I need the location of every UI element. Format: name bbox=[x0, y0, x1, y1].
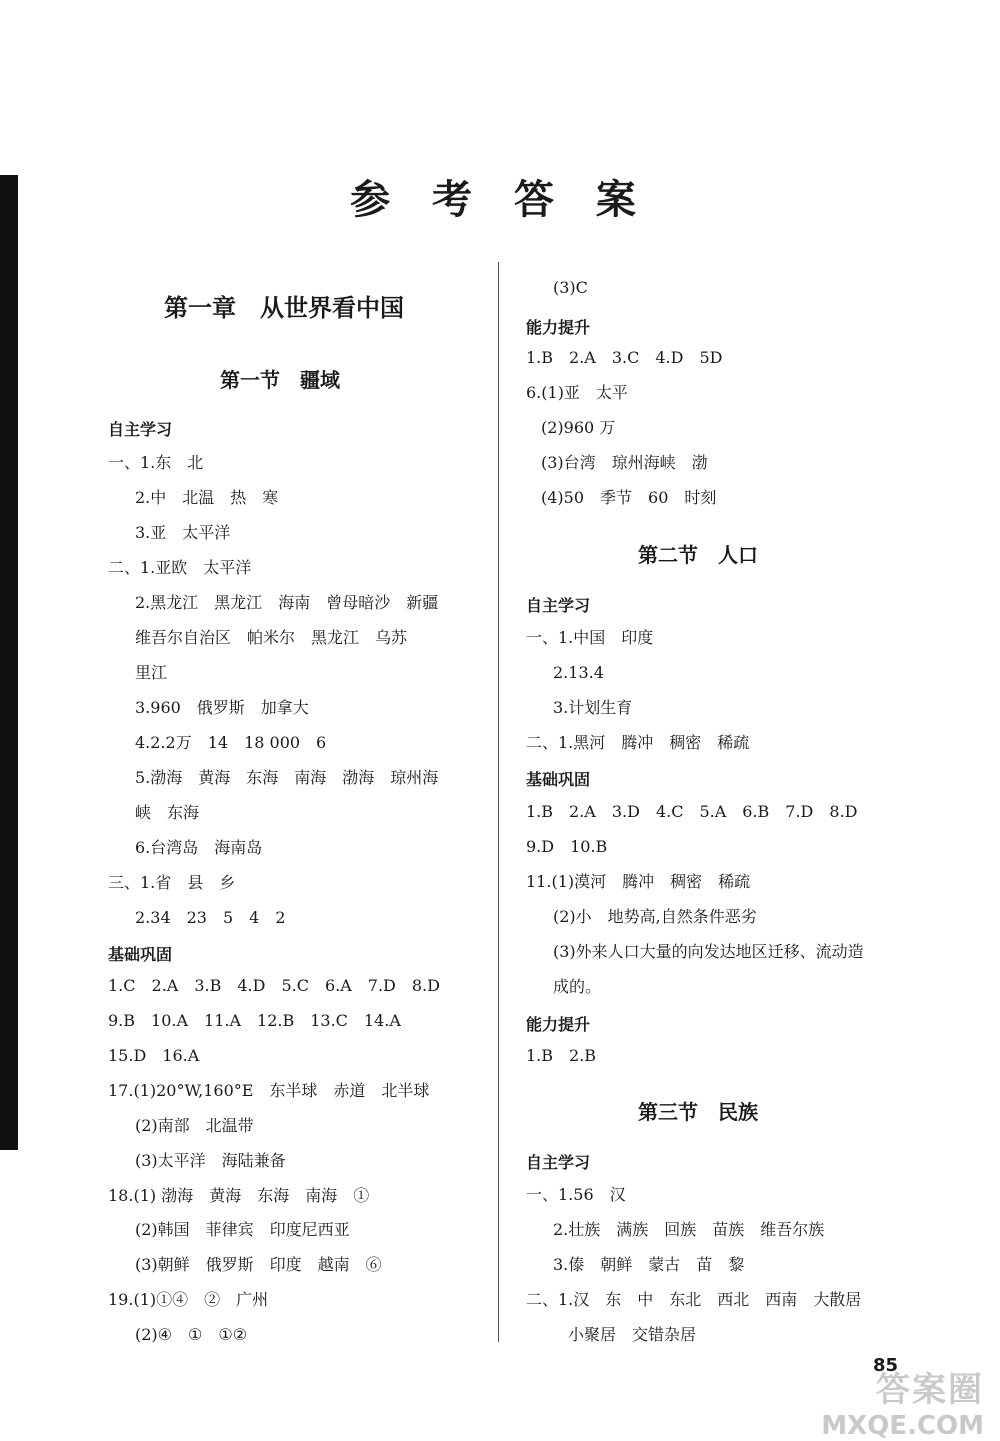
chapter-heading: 第一章 从世界看中国 bbox=[164, 294, 404, 322]
answer-line: 一、1.56 汉 bbox=[526, 1185, 626, 1204]
answer-line: 二、1.亚欧 太平洋 bbox=[108, 558, 252, 577]
section-heading: 第二节 人口 bbox=[638, 543, 758, 567]
answer-line: (3)朝鲜 俄罗斯 印度 越南 ⑥ bbox=[135, 1255, 382, 1274]
answer-line: 峡 东海 bbox=[135, 803, 200, 822]
subheading: 自主学习 bbox=[526, 1153, 591, 1172]
answer-line: 二、1.黑河 腾冲 稠密 稀疏 bbox=[526, 733, 750, 752]
answer-line: 一、1.中国 印度 bbox=[526, 628, 654, 647]
answer-line: (2)韩国 菲律宾 印度尼西亚 bbox=[135, 1220, 350, 1239]
answer-line: 4.2.2万 14 18 000 6 bbox=[135, 733, 327, 752]
answer-line: 1.B 2.A 3.C 4.D 5D bbox=[526, 348, 723, 367]
answer-line: 2.中 北温 热 寒 bbox=[135, 488, 279, 507]
watermark-text: 答案圈 bbox=[876, 1370, 984, 1410]
answer-line: 小聚居 交错杂居 bbox=[568, 1325, 697, 1344]
answer-line: 11.(1)漠河 腾冲 稠密 稀疏 bbox=[526, 872, 751, 891]
answer-line: 19.(1)①④ ② 广州 bbox=[108, 1290, 269, 1309]
subheading: 基础巩固 bbox=[108, 945, 173, 964]
answer-line: 6.台湾岛 海南岛 bbox=[135, 838, 263, 857]
answer-line: (3)太平洋 海陆兼备 bbox=[135, 1151, 286, 1170]
page-number: 85 bbox=[873, 1355, 899, 1376]
answer-line: 6.(1)亚 太平 bbox=[526, 383, 628, 402]
answer-line: 1.C 2.A 3.B 4.D 5.C 6.A 7.D 8.D bbox=[108, 976, 440, 995]
answer-line: 一、1.东 北 bbox=[108, 453, 204, 472]
answer-line: (2)小 地势高,自然条件恶劣 bbox=[553, 907, 757, 926]
answer-line: 3.960 俄罗斯 加拿大 bbox=[135, 698, 309, 717]
subheading: 能力提升 bbox=[526, 318, 591, 337]
watermark-url: MXQE.COM bbox=[821, 1411, 984, 1441]
section-heading: 第三节 民族 bbox=[638, 1100, 758, 1124]
answer-line: (3)外来人口大量的向发达地区迁移、流动造 bbox=[553, 942, 864, 961]
subheading: 自主学习 bbox=[108, 420, 173, 439]
subheading: 能力提升 bbox=[526, 1015, 591, 1034]
answer-line: 三、1.省 县 乡 bbox=[108, 873, 236, 892]
answer-line: 2.壮族 满族 回族 苗族 维吾尔族 bbox=[553, 1220, 825, 1239]
answer-line: (2)960 万 bbox=[541, 418, 616, 437]
answer-line: 1.B 2.A 3.D 4.C 5.A 6.B 7.D 8.D bbox=[526, 802, 858, 821]
answer-line: 9.D 10.B bbox=[526, 837, 608, 856]
watermark-logo bbox=[821, 1362, 984, 1441]
answer-line: 2.13.4 bbox=[553, 663, 604, 682]
answer-line: 维吾尔自治区 帕米尔 黑龙江 乌苏 bbox=[135, 628, 408, 647]
answer-line: (4)50 季节 60 时刻 bbox=[541, 488, 717, 507]
answer-line: (2)④ ① ①② bbox=[135, 1325, 248, 1344]
binding-edge-shadow bbox=[0, 175, 18, 1150]
section-heading: 第一节 疆域 bbox=[220, 368, 340, 392]
answer-line: 17.(1)20°W,160°E 东半球 赤道 北半球 bbox=[108, 1081, 430, 1100]
answer-line: 3.计划生育 bbox=[553, 698, 633, 717]
answer-line: 1.B 2.B bbox=[526, 1046, 597, 1065]
answer-line: (3)C bbox=[553, 278, 588, 297]
answer-line: 18.(1) 渤海 黄海 东海 南海 ① bbox=[108, 1186, 370, 1205]
answer-line: 2.34 23 5 4 2 bbox=[135, 908, 286, 927]
answer-line: 二、1.汉 东 中 东北 西北 西南 大散居 bbox=[526, 1290, 862, 1309]
column-divider bbox=[498, 262, 499, 1342]
answer-line: 3.亚 太平洋 bbox=[135, 523, 231, 542]
subheading: 自主学习 bbox=[526, 596, 591, 615]
answer-line: 2.黑龙江 黑龙江 海南 曾母暗沙 新疆 bbox=[135, 593, 439, 612]
answer-line: 15.D 16.A bbox=[108, 1046, 200, 1065]
answer-line: 里江 bbox=[135, 663, 168, 682]
answer-line: (3)台湾 琼州海峡 渤 bbox=[541, 453, 708, 472]
subheading: 基础巩固 bbox=[526, 770, 591, 789]
page-title: 参 考 答 案 bbox=[350, 177, 650, 223]
answer-line: 3.傣 朝鲜 蒙古 苗 黎 bbox=[553, 1255, 745, 1274]
answer-line: 9.B 10.A 11.A 12.B 13.C 14.A bbox=[108, 1011, 401, 1030]
answer-line: (2)南部 北温带 bbox=[135, 1116, 254, 1135]
answer-line: 5.渤海 黄海 东海 南海 渤海 琼州海 bbox=[135, 768, 439, 787]
answer-line: 成的。 bbox=[553, 977, 602, 996]
